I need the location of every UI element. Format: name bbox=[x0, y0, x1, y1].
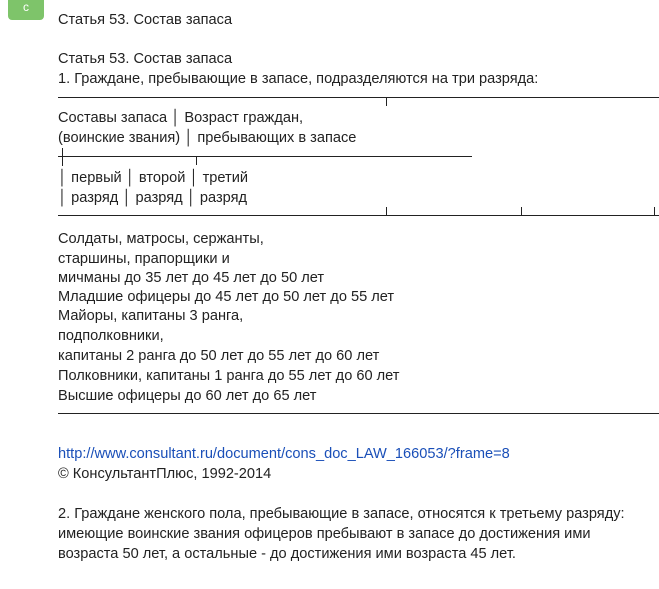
table-top-rule bbox=[58, 97, 659, 98]
table-row: Младшие офицеры до 45 лет до 50 лет до 55 лет bbox=[58, 289, 395, 305]
table-head-bottom-rule bbox=[58, 215, 659, 216]
badge-label: c bbox=[23, 0, 29, 14]
table-row: мичманы до 35 лет до 45 лет до 50 лет bbox=[58, 270, 325, 286]
header-title: Статья 53. Состав запаса bbox=[58, 12, 233, 28]
table-row: старшины, прапорщики и bbox=[58, 251, 230, 267]
table-head-row-2: (воинские звания) │ пребывающих в запасе bbox=[58, 130, 357, 146]
table-row: Солдаты, матросы, сержанты, bbox=[58, 231, 264, 247]
table-row: Майоры, капитаны 3 ранга, bbox=[58, 308, 244, 324]
table-sub-row-1: │ первый │ второй │ третий bbox=[58, 170, 249, 186]
table-head-bottom-tick-2 bbox=[521, 207, 522, 216]
table-top-tick bbox=[386, 97, 387, 106]
table-head-bottom-tick-1 bbox=[386, 207, 387, 216]
table-sub-mid-tick bbox=[196, 156, 197, 165]
paragraph-2: 2. Граждане женского пола, пребывающие в запасе, относятся к третьему разряду: имеющие воинские звания офицеров пребывают в запасе до достижения ими возраста 50 лет, а остальные - до достижения ими возраста 45 лет. bbox=[58, 506, 625, 562]
article-intro: 1. Граждане, пребывающие в запасе, подразделяются на три разряда: bbox=[58, 71, 539, 87]
table-row: Полковники, капитаны 1 ранга до 55 лет до 60 лет bbox=[58, 368, 400, 384]
table-head-row-1: Составы запаса │ Возраст граждан, bbox=[58, 110, 304, 126]
table-row: подполковники, bbox=[58, 328, 164, 344]
source-link-line bbox=[58, 444, 510, 464]
table-sub-rule bbox=[58, 156, 472, 157]
table-row: капитаны 2 ранга до 50 лет до 55 лет до 60 лет bbox=[58, 348, 380, 364]
table-head-bottom-tick-3 bbox=[654, 207, 655, 216]
table-sub-left-tick bbox=[62, 148, 63, 166]
article-title: Статья 53. Состав запаса bbox=[58, 51, 233, 67]
table-row: Высшие офицеры до 60 лет до 65 лет bbox=[58, 388, 317, 404]
corner-badge bbox=[8, 0, 44, 20]
source-copyright: © КонсультантПлюс, 1992-2014 bbox=[58, 466, 272, 482]
table-sub-row-2: │ разряд │ разряд │ разряд bbox=[58, 190, 248, 206]
table-bottom-rule bbox=[58, 413, 659, 414]
source-link[interactable]: http://www.consultant.ru/document/cons_doc_LAW_166053/?frame=8 bbox=[58, 446, 510, 462]
